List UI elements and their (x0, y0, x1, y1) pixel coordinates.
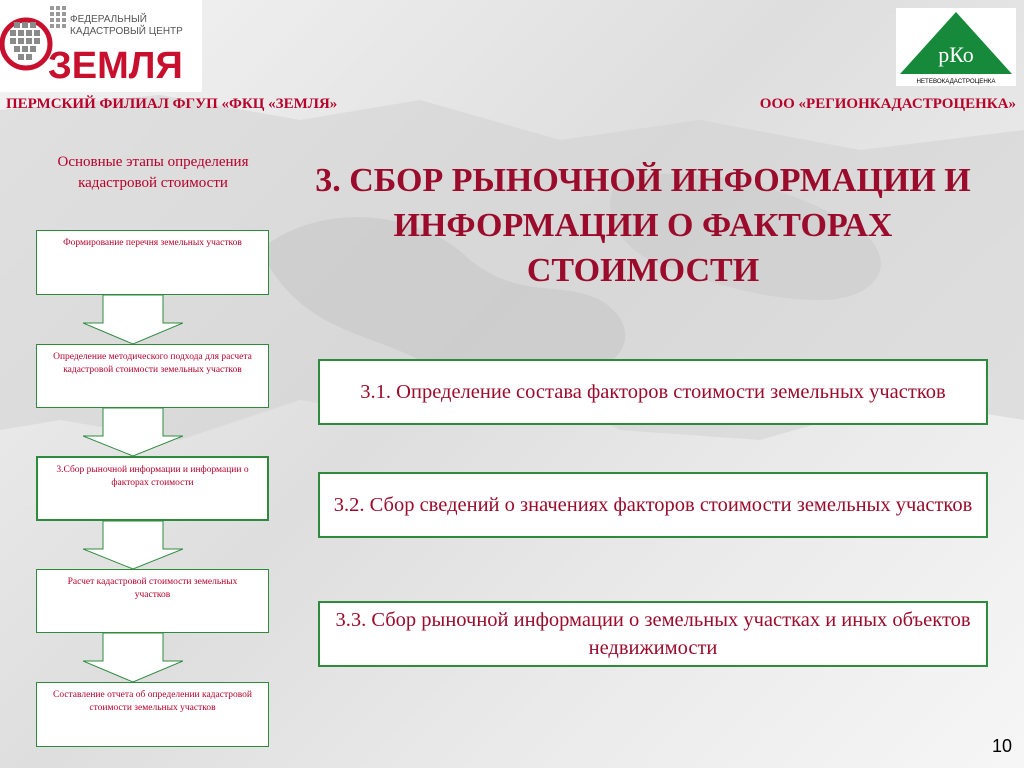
step-box-4 (36, 569, 269, 633)
svg-text:ФЕДЕРАЛЬНЫЙ: ФЕДЕРАЛЬНЫЙ (70, 14, 147, 25)
sub-item-3-2 (318, 472, 988, 538)
step-box-3-current (36, 456, 269, 521)
sub-item-3-3 (318, 601, 988, 667)
down-arrow-icon (83, 521, 183, 570)
steps-heading: Основные этапы определения кадастровой стоимости (57, 154, 249, 191)
svg-text:рКо: рКо (938, 42, 974, 67)
svg-text:НЕТЕВОКАДАСТРОЦЕНКА: НЕТЕВОКАДАСТРОЦЕНКА (916, 78, 996, 85)
sub-item-text: 3.3. Сбор рыночной информации о земельных участках и иных объектов недвижимости (335, 609, 971, 659)
green-triangle-icon (896, 8, 1016, 86)
grid-globe-icon (0, 0, 202, 92)
step-box-1 (36, 230, 269, 295)
rko-logo (896, 8, 1016, 86)
org-left-name: ПЕРМСКИЙ ФИЛИАЛ ФГУП «ФКЦ «ЗЕМЛЯ» (6, 96, 338, 112)
step-text: Составление отчета об определении кадастровой стоимости земельных участков (53, 690, 252, 713)
step-text: Расчет кадастровой стоимости земельных участков (67, 577, 238, 600)
sub-item-text: 3.2. Сбор сведений о значениях факторов стоимости земельных участков (333, 494, 973, 516)
svg-text:КАДАСТРОВЫЙ ЦЕНТР: КАДАСТРОВЫЙ ЦЕНТР (70, 26, 183, 37)
step-box-2 (36, 344, 269, 408)
down-arrow-icon (83, 295, 183, 345)
fkc-zemlya-logo (0, 0, 202, 92)
sub-item-3-1 (318, 359, 988, 425)
org-right-name: ООО «РЕГИОНКАДАСТРОЦЕНКА» (759, 96, 1016, 112)
down-arrow-icon (83, 633, 183, 683)
svg-text:ЗЕМЛЯ: ЗЕМЛЯ (48, 45, 183, 87)
step-text: Формирование перечня земельных участков (63, 238, 242, 248)
slide-title: 3. СБОР РЫНОЧНОЙ ИНФОРМАЦИИ И ИНФОРМАЦИИ О ФАКТОРАХ СТОИМОСТИ (315, 162, 971, 289)
sub-item-text: 3.1. Определение состава факторов стоимости земельных участков (360, 381, 946, 403)
step-text: 3.Сбор рыночной информации и информации о факторах стоимости (56, 465, 249, 488)
down-arrow-icon (83, 408, 183, 457)
step-box-5 (36, 682, 269, 747)
page-number: 10 (991, 736, 1012, 756)
step-text: Определение методического подхода для расчета кадастровой стоимости земельных участков (53, 352, 252, 375)
